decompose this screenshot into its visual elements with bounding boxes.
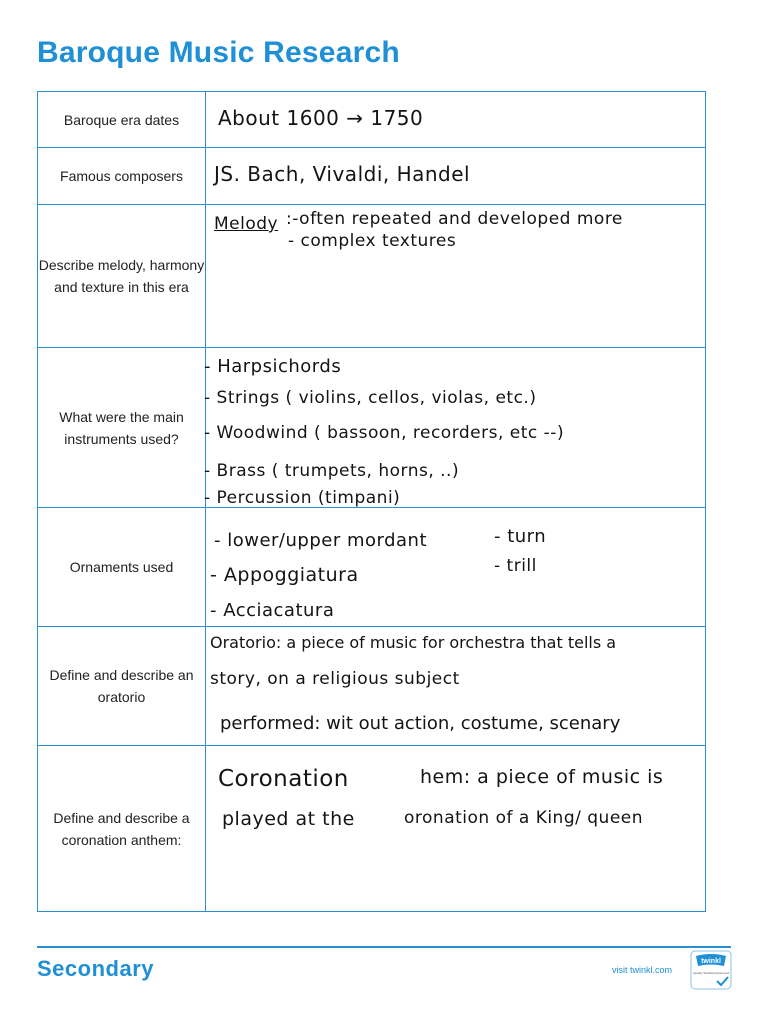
research-table <box>37 91 706 912</box>
handwritten-answer: Coronation <box>218 766 349 792</box>
row-label: Define and describe an oratorio <box>38 627 206 746</box>
handwritten-answer: About 1600 → 1750 <box>218 106 424 130</box>
handwritten-answer: - Harpsichords <box>204 356 342 377</box>
footer-divider <box>37 946 731 948</box>
badge-caption: Quality Standard Approved <box>693 971 729 975</box>
answer-cell <box>206 508 706 627</box>
page-title: Baroque Music Research <box>37 36 400 69</box>
handwritten-answer: JS. Bach, Vivaldi, Handel <box>214 162 471 186</box>
handwritten-answer: hem: a piece of music is <box>420 766 664 788</box>
table-row <box>38 92 706 148</box>
handwritten-answer: - Woodwind ( bassoon, recorders, etc --) <box>204 423 565 443</box>
handwritten-answer: - Appoggiatura <box>210 564 359 586</box>
handwritten-answer: - Strings ( violins, cellos, violas, etc.) <box>204 388 537 408</box>
handwritten-answer: performed: wit out action, costume, scenary <box>220 713 621 734</box>
handwritten-answer: Melody <box>214 214 279 234</box>
row-label: Describe melody, harmony and texture in this era <box>38 205 206 348</box>
badge-name: twinkl <box>701 958 721 965</box>
handwritten-answer: oronation of a King/ queen <box>404 808 644 828</box>
twinkl-quality-badge-icon <box>690 950 732 990</box>
answer-cell <box>206 148 706 205</box>
row-label: Baroque era dates <box>38 92 206 148</box>
table-row <box>38 627 706 746</box>
row-label: What were the main instruments used? <box>38 348 206 508</box>
answer-cell <box>206 627 706 746</box>
footer-link[interactable]: visit twinkl.com <box>612 965 673 975</box>
handwritten-answer: - Brass ( trumpets, horns, ..) <box>204 461 460 481</box>
handwritten-answer: - complex textures <box>288 231 457 251</box>
handwritten-answer: - trill <box>494 556 537 576</box>
handwritten-answer: :-often repeated and developed more <box>286 209 623 229</box>
handwritten-answer: - Acciacatura <box>210 600 335 621</box>
handwritten-answer: - Percussion (timpani) <box>204 488 401 508</box>
table-row <box>38 348 706 508</box>
handwritten-answer: story, on a religious subject <box>210 669 460 689</box>
row-label: Define and describe a coronation anthem: <box>38 746 206 912</box>
answer-cell <box>206 205 706 348</box>
answer-cell <box>206 92 706 148</box>
footer-brand: Secondary <box>37 956 154 981</box>
row-label: Famous composers <box>38 148 206 205</box>
answer-cell <box>206 746 706 912</box>
answer-cell <box>206 348 706 508</box>
table-row <box>38 508 706 627</box>
handwritten-answer: - lower/upper mordant <box>214 530 427 551</box>
handwritten-answer: - turn <box>494 526 547 547</box>
handwritten-answer: played at the <box>222 808 355 830</box>
table-row <box>38 148 706 205</box>
table-row <box>38 746 706 912</box>
table-row <box>38 205 706 348</box>
handwritten-answer: Oratorio: a piece of music for orchestra that tells a <box>210 633 617 652</box>
row-label: Ornaments used <box>38 508 206 627</box>
